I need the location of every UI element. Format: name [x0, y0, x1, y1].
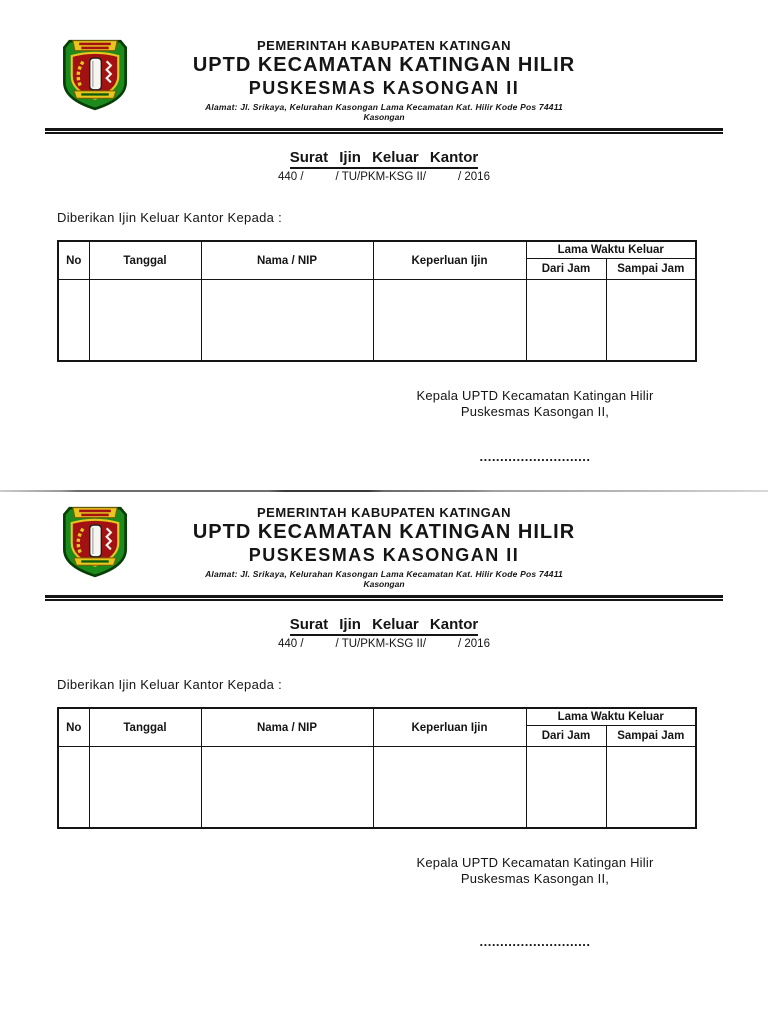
letter-title: Surat Ijin Keluar Kantor	[290, 616, 479, 636]
unit-name: UPTD KECAMATAN KATINGAN HILIR	[192, 521, 576, 543]
cell-keperluan	[373, 747, 526, 829]
signature-title-line-1: Kepala UPTD Kecamatan Katingan Hilir	[416, 855, 654, 870]
letter-number-line: 440 / / TU/PKM-KSG II/ / 2016	[278, 171, 490, 183]
cell-dari-jam	[526, 747, 606, 829]
col-header-sampai-jam: Sampai Jam	[606, 259, 696, 280]
unit-name: UPTD KECAMATAN KATINGAN HILIR	[192, 54, 576, 76]
office-name: PUSKESMAS KASONGAN II	[248, 78, 520, 98]
address-line-2: Kasongan	[363, 579, 405, 589]
col-header-no: No	[58, 241, 89, 280]
cell-nama-nip	[201, 280, 373, 362]
signature-title-line-1: Kepala UPTD Kecamatan Katingan Hilir	[416, 388, 654, 403]
letter-title: Surat Ijin Keluar Kantor	[290, 149, 479, 169]
address-line-1: Alamat: Jl. Srikaya, Kelurahan Kasongan Lama Kecamatan Kat. Hilir Kode Pos 74411	[205, 102, 563, 112]
address-line-2: Kasongan	[363, 112, 405, 122]
signature-block	[375, 388, 695, 465]
col-header-lama-waktu: Lama Waktu Keluar	[526, 241, 696, 259]
letter-number-line: 440 / / TU/PKM-KSG II/ / 2016	[278, 638, 490, 650]
col-header-keperluan: Keperluan Ijin	[373, 708, 526, 747]
signature-title-line-2: Puskesmas Kasongan II,	[460, 870, 610, 886]
cell-tanggal	[89, 280, 201, 362]
col-header-nama-nip: Nama / NIP	[201, 241, 373, 280]
government-name: PEMERINTAH KABUPATEN KATINGAN	[256, 505, 512, 520]
col-header-no: No	[58, 708, 89, 747]
signature-dotted-line: ...........................	[479, 449, 591, 465]
col-header-tanggal: Tanggal	[89, 708, 201, 747]
letterhead	[45, 38, 723, 128]
letterhead-text	[45, 505, 723, 589]
katingan-regency-seal-logo	[55, 505, 135, 579]
signature-block	[375, 855, 695, 950]
katingan-regency-seal-logo	[55, 38, 135, 112]
col-header-dari-jam: Dari Jam	[526, 726, 606, 747]
document-copy-1	[0, 0, 768, 465]
office-name: PUSKESMAS KASONGAN II	[248, 545, 520, 565]
cell-no	[58, 747, 89, 829]
address-line-1: Alamat: Jl. Srikaya, Kelurahan Kasongan Lama Kecamatan Kat. Hilir Kode Pos 74411	[205, 569, 563, 579]
cell-sampai-jam	[606, 280, 696, 362]
salutation-line: Diberikan Ijin Keluar Kantor Kepada :	[57, 677, 283, 692]
letterhead-divider-rule	[45, 128, 723, 134]
cell-tanggal	[89, 747, 201, 829]
copy-separator-line	[0, 490, 768, 492]
col-header-dari-jam: Dari Jam	[526, 259, 606, 280]
cell-dari-jam	[526, 280, 606, 362]
letterhead	[45, 505, 723, 595]
cell-nama-nip	[201, 747, 373, 829]
table-row	[58, 280, 696, 362]
document-copy-2	[0, 494, 768, 950]
salutation-line: Diberikan Ijin Keluar Kantor Kepada :	[57, 210, 283, 225]
col-header-sampai-jam: Sampai Jam	[606, 726, 696, 747]
letterhead-divider-rule	[45, 595, 723, 601]
signature-title-line-2: Puskesmas Kasongan II,	[460, 403, 610, 419]
col-header-nama-nip: Nama / NIP	[201, 708, 373, 747]
col-header-keperluan: Keperluan Ijin	[373, 241, 526, 280]
signature-dotted-line: ...........................	[479, 934, 591, 950]
col-header-lama-waktu: Lama Waktu Keluar	[526, 708, 696, 726]
government-name: PEMERINTAH KABUPATEN KATINGAN	[256, 38, 512, 53]
table-row	[58, 747, 696, 829]
exit-permit-table	[57, 707, 697, 829]
letterhead-text	[45, 38, 723, 122]
exit-permit-table	[57, 240, 697, 362]
col-header-tanggal: Tanggal	[89, 241, 201, 280]
cell-sampai-jam	[606, 747, 696, 829]
cell-keperluan	[373, 280, 526, 362]
cell-no	[58, 280, 89, 362]
